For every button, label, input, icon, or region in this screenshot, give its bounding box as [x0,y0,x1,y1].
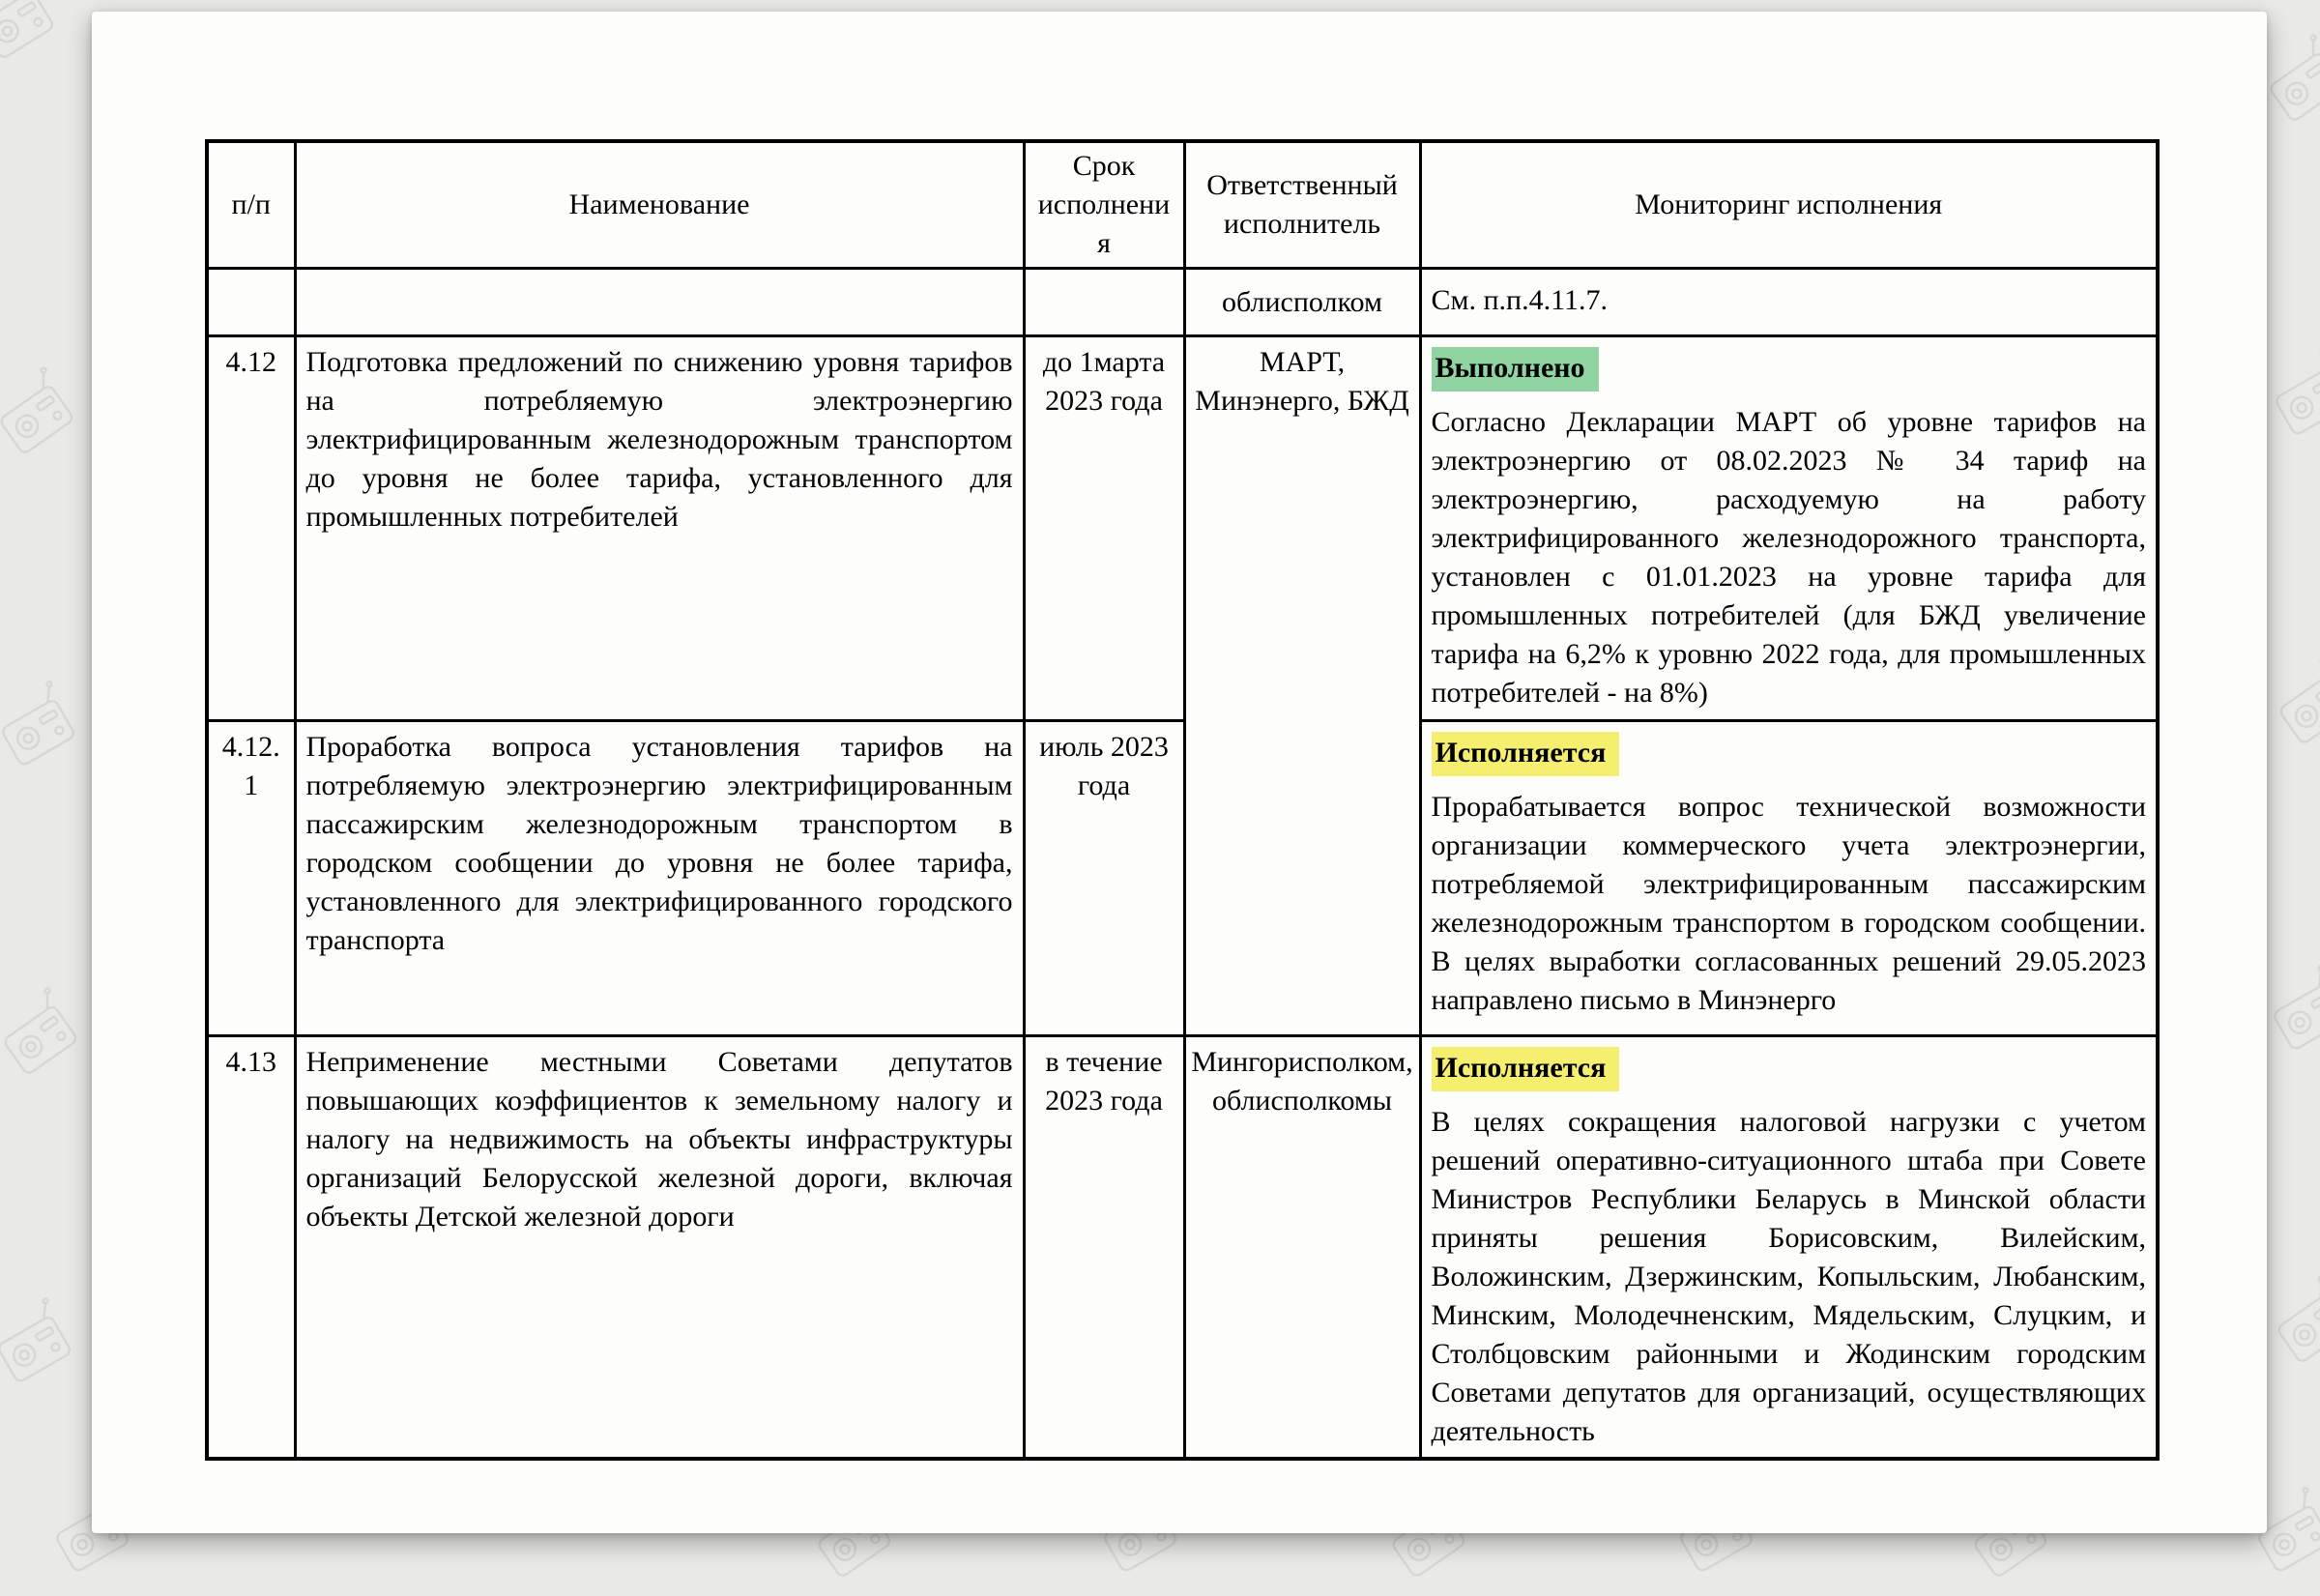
table-row [207,721,2158,1036]
cell-monitoring [1420,336,2158,721]
status-badge-done: Выполнено [1432,347,1599,392]
col-header-num: п/п [207,141,295,269]
monitoring-text: Прорабатывается вопрос технической возможности организации коммерческого учета электроэнергии, потребляемой электрифицированным пассажирским железнодорожным транспортом в городском сообщении. В целях выработки согласованных решений 29.05.2023 направлено письмо в Минэнерго [1432,788,2147,1020]
cell-num: 4.13 [207,1036,295,1460]
gadget-doodle-icon [0,0,75,77]
cell-name: Подготовка предложений по снижению уровня тарифов на потребляемую электроэнергию электрифицированным железнодорожным транспортом до уровня не более тарифа, установленного для промышленных потребителей [295,336,1024,721]
gadget-doodle-icon [0,360,95,473]
cell-num: 4.12.1 [207,721,295,1036]
document-page [92,12,2267,1533]
cell-monitoring: См. п.п.4.11.7. [1420,269,2158,336]
cell-responsible: МАРТ, Минэнерго, БЖД [1184,336,1420,1036]
cell-name-empty [295,269,1024,336]
cell-responsible: Мингорисполком, облисполкомы [1184,1036,1420,1460]
cell-num-empty [207,269,295,336]
monitoring-text: В целях сокращения налоговой нагрузки с учетом решений оперативно-ситуационного штаба при Совете Министров Республики Беларусь в Минской области приняты решения Борисовским, Вилейским, Воложинским, Дзержинским, Копыльским, Любанским, Минским, Молодечненским, Мядельским, Слуцким, и Столбцовским районными и Жодинским городским Советами депутатов для организаций, осуществляющих деятельность [1432,1103,2147,1451]
cell-monitoring [1420,721,2158,1036]
gadget-doodle-icon [0,980,99,1093]
cell-name: Неприменение местными Советами депутатов повышающих коэффициентов к земельному налогу и налогу на недвижимость на объекты инфраструктуры организаций Белорусской железной дороги, включая объекты Детской железной дороги [295,1036,1024,1460]
table-row [207,1036,2158,1460]
table-row [207,336,2158,721]
table-row [207,269,2158,336]
gadget-doodle-icon [0,674,96,785]
col-header-term: Срок исполнения [1024,141,1184,269]
gadget-doodle-icon [2259,343,2320,454]
col-header-responsible: Ответственный исполнитель [1184,141,1420,269]
cell-term-empty [1024,269,1184,336]
cell-name: Проработка вопроса установления тарифов на потребляемую электроэнергию электрифицированным пассажирским железнодорожным транспортом в городском сообщении до уровня не более тарифа, установленного для электрифицированного городского транспорта [295,721,1024,1036]
gadget-doodle-icon [2262,650,2320,763]
col-header-name: Наименование [295,141,1024,269]
status-badge-in-progress: Исполняется [1432,732,1620,776]
cell-term: до 1марта 2023 года [1024,336,1184,721]
table-header-row [207,141,2158,269]
gadget-doodle-icon [0,1291,92,1402]
cell-num: 4.12 [207,336,295,721]
cell-responsible: облисполком [1184,269,1420,336]
col-header-monitoring: Мониторинг исполнения [1420,141,2158,269]
gadget-doodle-icon [2260,1268,2320,1381]
monitoring-table [205,139,2160,1461]
cell-term: в течение 2023 года [1024,1036,1184,1460]
cell-term: июль 2023 года [1024,721,1184,1036]
status-badge-in-progress: Исполняется [1432,1047,1620,1091]
monitoring-text: Согласно Декларации МАРТ об уровне тарифов на электроэнергию от 08.02.2023 № 34 тариф на электроэнергию, расходуемую на работу электрифицированного железнодорожного транспорта, установлен с 01.01.2023 на уровне тарифа для промышленных потребителей (для БЖД увеличение тарифа на 6,2% к уровню 2022 года, для промышленных потребителей - на 8%) [1432,403,2147,712]
cell-monitoring [1420,1036,2158,1460]
